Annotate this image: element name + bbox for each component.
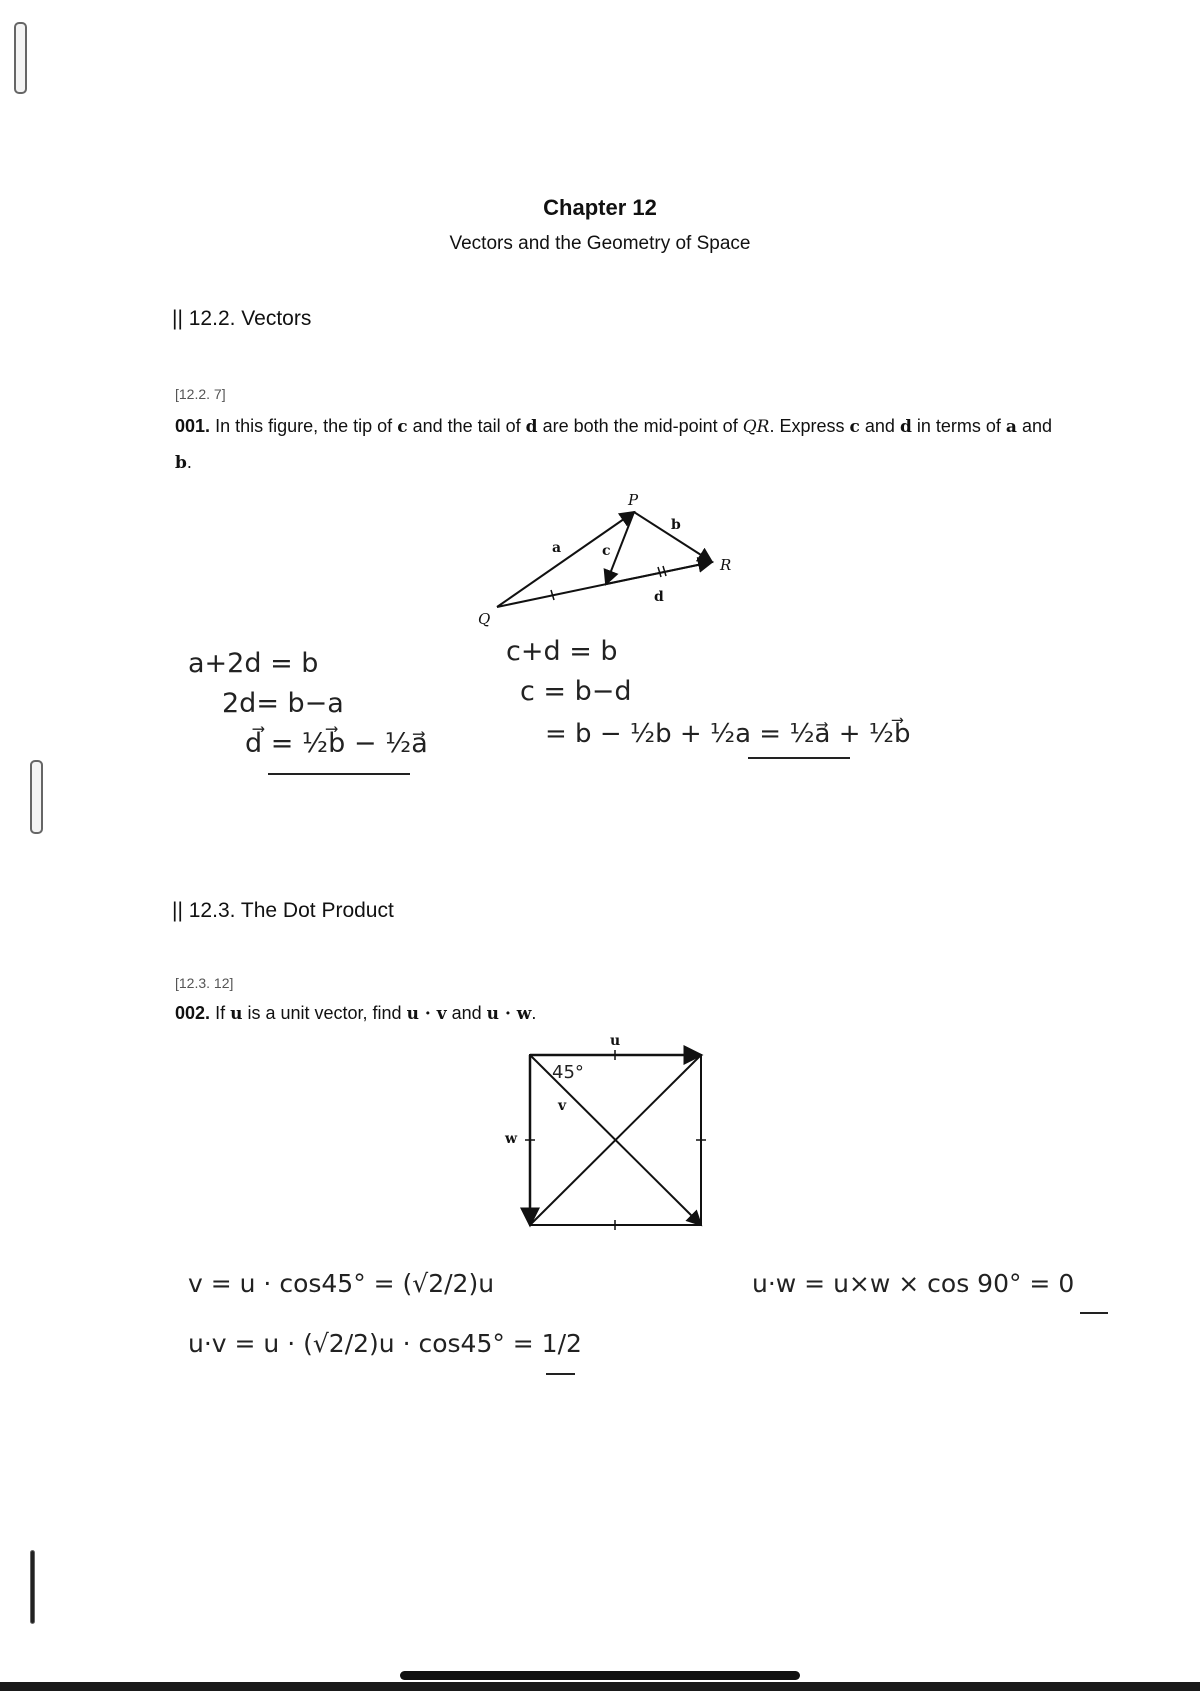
home-indicator[interactable] [400,1671,800,1680]
hand-line-5: c = b−d [520,676,632,707]
hand-line-4: c+d = b [506,636,618,667]
label-w: w [505,1131,518,1147]
chapter-subtitle: Vectors and the Geometry of Space [449,233,751,254]
chapter-title: Chapter 12 [543,195,657,220]
label-q: Q [478,610,491,628]
problem-number: 002. [175,1003,211,1023]
section-heading-vectors: || 12.2. Vectors [172,307,312,330]
problem-statement-002: 002. If u is a unit vector, find u · v and u · w. [175,1003,537,1024]
label-r: R [720,556,732,574]
label-c: c [602,543,611,559]
hand-line-6: = b − ½b + ½a = ½a⃗ + ½b⃗ [545,719,911,749]
bottom-edge [0,1682,1200,1691]
hand-line-9: u·w = u×w × cos 90° = 0 [752,1269,1075,1298]
hand-line-1: a+2d = b [188,648,319,679]
label-b: b [671,517,681,533]
problem-ref: [12.2. 7] [175,386,226,402]
label-p: P [628,491,639,509]
label-v: v [558,1098,567,1114]
label-u: u [610,1033,621,1049]
problem-statement-001: 001. In this figure, the tip of c and the tail of d are both the mid-point of QR. Express c and d in terms of a and b. [175,416,1052,473]
label-d: d [654,589,664,605]
hand-line-7: v = u · cos45° = (√2/2)u [188,1269,495,1298]
section-heading-dot-product: || 12.3. The Dot Product [172,899,394,922]
problem-ref: [12.3. 12] [175,975,234,991]
label-a: a [552,540,562,556]
hand-line-8: u·v = u · (√2/2)u · cos45° = 1/2 [188,1329,582,1358]
handwritten-angle-label: 45° [552,1062,584,1083]
problem-number: 001. [175,416,211,436]
hand-line-3: d⃗ = ½b⃗ − ½a⃗ [245,728,428,759]
hand-line-2: 2d= b−a [222,688,344,719]
